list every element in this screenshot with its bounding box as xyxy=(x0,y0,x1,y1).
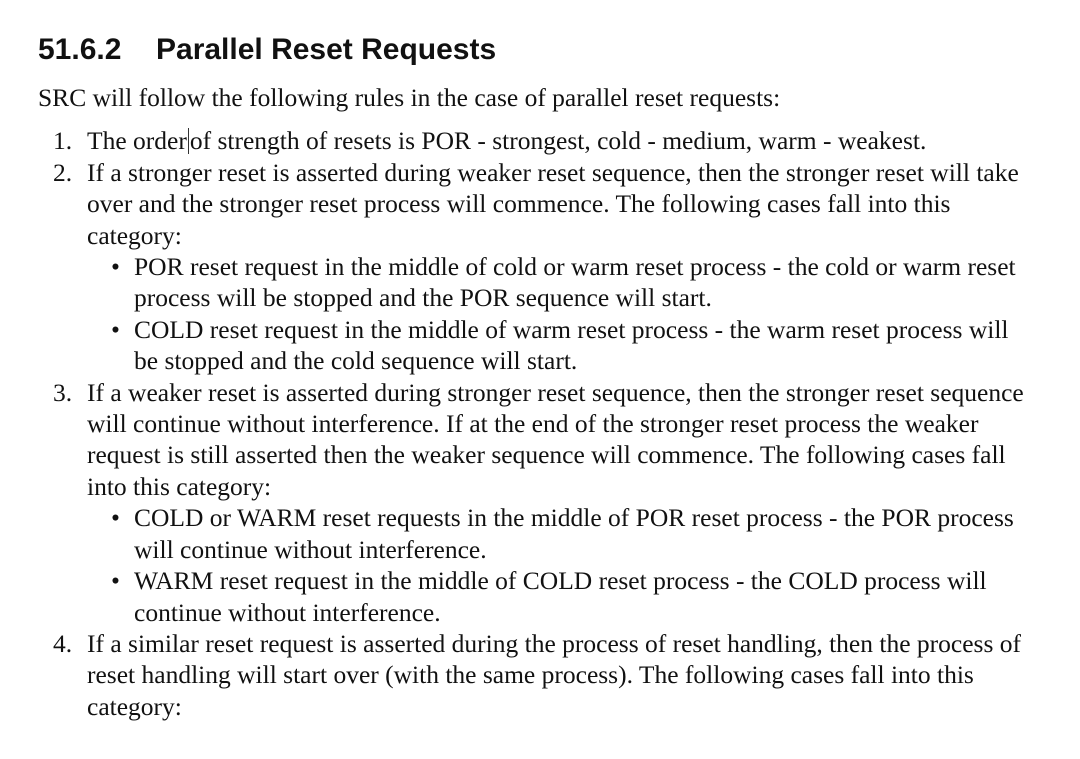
bullet-icon: • xyxy=(111,503,120,533)
case-text: WARM reset request in the middle of COLD reset process - the COLD process will continue without interference. xyxy=(134,566,987,627)
case-item xyxy=(87,251,1038,314)
rule-marker: 4. xyxy=(53,628,73,658)
case-list xyxy=(87,502,1038,628)
rule-text-part-b: of strength of resets is POR - strongest, cold - medium, warm - weakest. xyxy=(189,126,927,156)
rule-text: If a similar reset request is asserted during the process of reset handling, then the process of reset handling will start over (with the same process). The following cases fall into this category: xyxy=(87,628,1021,721)
intro-paragraph: SRC will follow the following rules in the case of parallel reset requests: xyxy=(38,83,781,112)
case-list xyxy=(87,251,1038,377)
rule-item-1 xyxy=(38,125,1038,156)
section-title: Parallel Reset Requests xyxy=(156,33,497,66)
case-item xyxy=(87,565,1038,628)
case-item xyxy=(87,314,1038,377)
rules-list xyxy=(38,125,1038,722)
rule-marker: 2. xyxy=(53,157,73,187)
rule-text: If a stronger reset is asserted during weaker reset sequence, then the stronger reset will take over and the stronger reset process will commence. The following cases fall into this category: xyxy=(87,157,1019,250)
bullet-icon: • xyxy=(111,566,120,596)
text-cursor-icon xyxy=(188,128,189,154)
case-text: COLD reset request in the middle of warm reset process - the warm reset process will be stopped and the cold sequence will start. xyxy=(134,314,1009,376)
rule-item-4 xyxy=(38,628,1038,722)
rule-marker: 3. xyxy=(53,377,73,407)
rule-text: If a weaker reset is asserted during stronger reset sequence, then the stronger reset sequence will continue without interference. If at the end of the stronger reset process the weaker request is still asserted then the weaker sequence will commence. The following cases fall into this category: xyxy=(87,377,1024,501)
section-body xyxy=(38,82,1038,722)
bullet-icon: • xyxy=(111,314,120,344)
rule-text-part-a: The order xyxy=(87,126,187,156)
case-text: COLD or WARM reset requests in the middle of POR reset process - the POR process will continue without interference. xyxy=(134,503,1014,564)
rule-item-3 xyxy=(38,377,1038,628)
case-item xyxy=(87,502,1038,565)
bullet-icon: • xyxy=(111,252,120,282)
section-heading xyxy=(38,30,1038,70)
case-text: POR reset request in the middle of cold or warm reset process - the cold or warm reset process will be stopped and the POR sequence will start. xyxy=(134,252,1016,313)
rule-marker: 1. xyxy=(53,126,73,156)
rule-item-2 xyxy=(38,157,1038,377)
document-page xyxy=(38,30,1038,722)
section-number: 51.6.2 xyxy=(38,33,122,66)
